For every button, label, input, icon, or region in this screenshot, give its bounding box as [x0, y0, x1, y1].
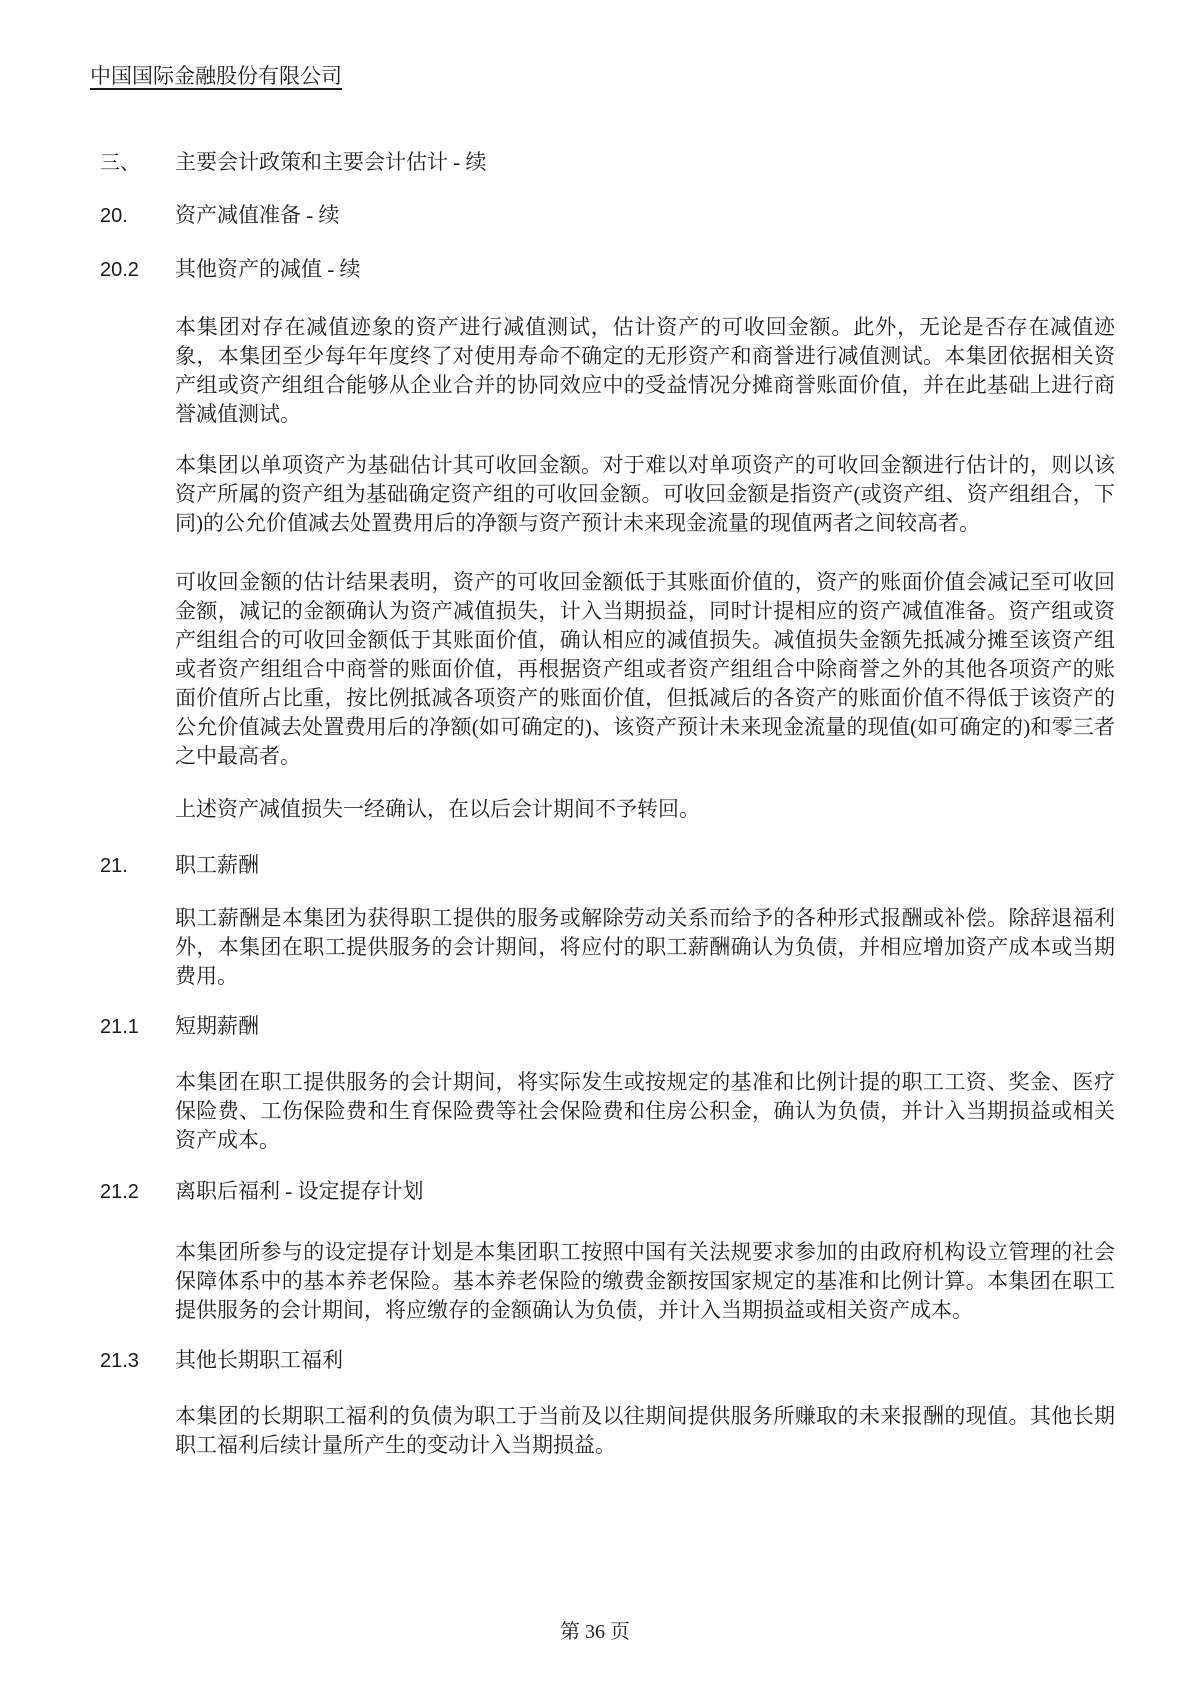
company-header [90, 62, 1115, 91]
company-name: 中国国际金融股份有限公司 [90, 64, 342, 88]
paragraph-row [100, 313, 1115, 429]
section-title: 离职后福利 - 设定提存计划 [175, 1179, 424, 1203]
paragraph: 本集团对存在减值迹象的资产进行减值测试，估计资产的可收回金额。此外，无论是否存在减值迹象，本集团至少每年年度终了对使用寿命不确定的无形资产和商誉进行减值测试。本集团依据相关资产组或资产组组合能够从企业合并的协同效应中的受益情况分摊商誉账面价值，并在此基础上进行商誉减值测试。 [175, 315, 1115, 426]
paragraph: 上述资产减值损失一经确认，在以后会计期间不予转回。 [175, 797, 700, 821]
paragraph-row [100, 568, 1115, 771]
section-label: 20. [100, 205, 128, 227]
section-heading-21 [100, 851, 1115, 881]
section-heading-20 [100, 201, 1115, 231]
section-heading-21-1 [100, 1012, 1115, 1042]
section-label: 21.1 [100, 1016, 139, 1038]
paragraph: 本集团所参与的设定提存计划是本集团职工按照中国有关法规要求参加的由政府机构设立管理的社会保障体系中的基本养老保险。基本养老保险的缴费金额按国家规定的基准和比例计算。本集团在职工提供服务的会计期间，将应缴存的金额确认为负债，并计入当期损益或相关资产成本。 [175, 1240, 1115, 1322]
section-title: 其他资产的减值 - 续 [175, 257, 361, 281]
section-title: 其他长期职工福利 [175, 1348, 343, 1372]
paragraph-row [100, 904, 1115, 991]
paragraph: 本集团以单项资产为基础估计其可收回金额。对于难以对单项资产的可收回金额进行估计的，则以该资产所属的资产组为基础确定资产组的可收回金额。可收回金额是指资产(或资产组、资产组组合，下同)的公允价值减去处置费用后的净额与资产预计未来现金流量的现值两者之间较高者。 [175, 453, 1115, 535]
paragraph-row [100, 1402, 1115, 1460]
section-label: 三、 [100, 152, 140, 174]
section-heading-21-2 [100, 1177, 1115, 1207]
paragraph-row [100, 795, 1115, 824]
page-number: 第 36 页 [560, 1621, 630, 1643]
section-heading-main [100, 148, 1115, 178]
section-heading-20-2 [100, 255, 1115, 285]
page-footer [0, 1618, 1190, 1647]
paragraph-row [100, 1238, 1115, 1325]
paragraph: 可收回金额的估计结果表明，资产的可收回金额低于其账面价值的，资产的账面价值会减记至可收回金额，减记的金额确认为资产减值损失，计入当期损益，同时计提相应的资产减值准备。资产组或资产组组合的可收回金额低于其账面价值，确认相应的减值损失。减值损失金额先抵减分摊至该资产组或者资产组组合中商誉的账面价值，再根据资产组或者资产组组合中除商誉之外的其他各项资产的账面价值所占比重，按比例抵减各项资产的账面价值，但抵减后的各资产的账面价值不得低于该资产的公允价值减去处置费用后的净额(如可确定的)、该资产预计未来现金流量的现值(如可确定的)和零三者之中最高者。 [175, 570, 1115, 768]
section-title: 短期薪酬 [175, 1014, 259, 1038]
section-label: 21.3 [100, 1350, 139, 1372]
section-title: 职工薪酬 [175, 853, 259, 877]
paragraph: 本集团在职工提供服务的会计期间，将实际发生或按规定的基准和比例计提的职工工资、奖金、医疗保险费、工伤保险费和生育保险费等社会保险费和住房公积金，确认为负债，并计入当期损益或相关资产成本。 [175, 1070, 1115, 1152]
section-label: 21.2 [100, 1181, 139, 1203]
paragraph-row [100, 1068, 1115, 1155]
section-heading-21-3 [100, 1346, 1115, 1376]
paragraph-row [100, 451, 1115, 538]
section-title: 主要会计政策和主要会计估计 - 续 [175, 150, 487, 174]
section-label: 20.2 [100, 259, 139, 281]
paragraph: 本集团的长期职工福利的负债为职工于当前及以往期间提供服务所赚取的未来报酬的现值。其他长期职工福利后续计量所产生的变动计入当期损益。 [175, 1404, 1115, 1457]
paragraph: 职工薪酬是本集团为获得职工提供的服务或解除劳动关系而给予的各种形式报酬或补偿。除辞退福利外，本集团在职工提供服务的会计期间，将应付的职工薪酬确认为负债，并相应增加资产成本或当期费用。 [175, 906, 1115, 988]
section-title: 资产减值准备 - 续 [175, 203, 340, 227]
section-label: 21. [100, 855, 128, 877]
